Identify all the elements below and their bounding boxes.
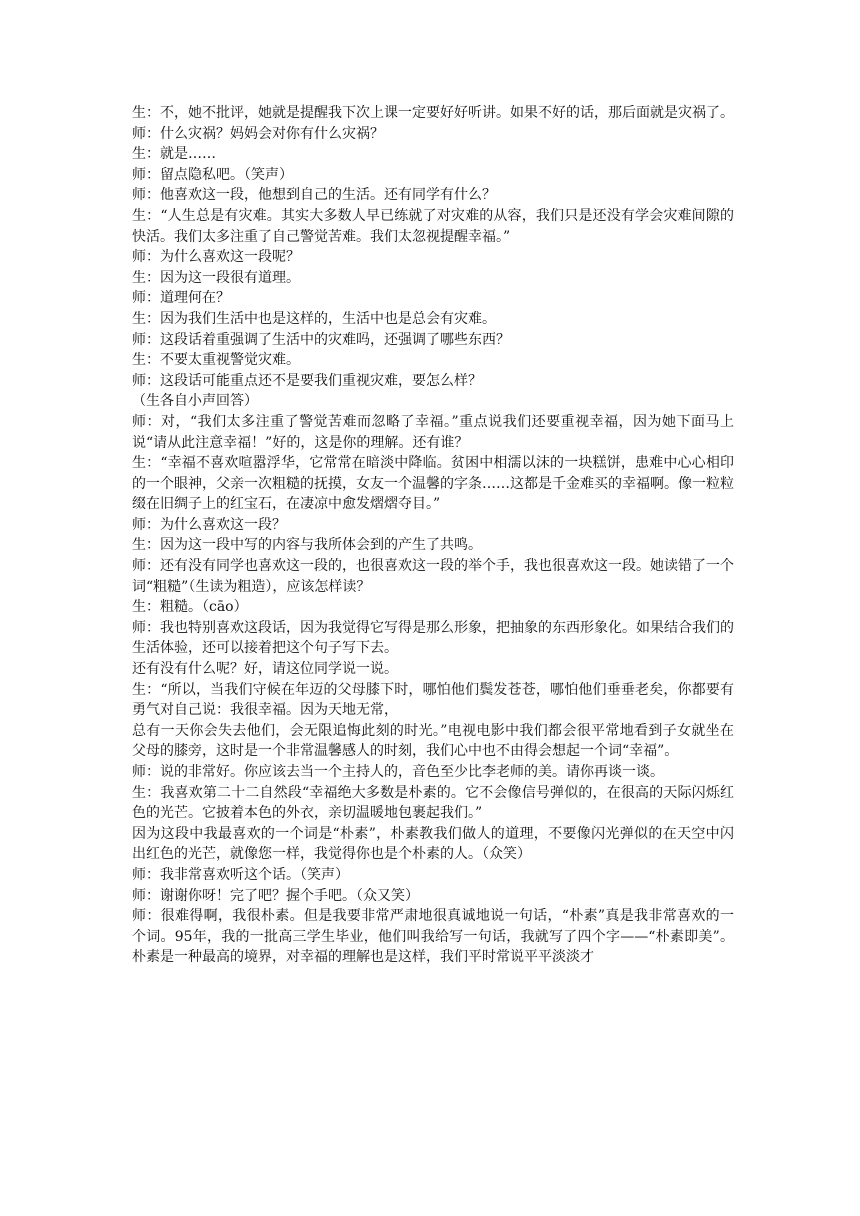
paragraph: 生：“幸福不喜欢喧嚣浮华，它常常在暗淡中降临。贫困中相濡以沫的一块糕饼，患难中心心相印的一个眼神，父亲一次粗糙的抚摸，女友一个温馨的字条……这都是千金难买的幸福啊。像一粒粒缀在旧绸子上的红宝石，在凄凉中愈发熠熠夺目。” [132,455,734,513]
paragraph: 生：“人生总是有灾难。其实大多数人早已练就了对灾难的从容，我们只是还没有学会灾难间隙的快活。我们太多注重了自己警觉苦难。我们太忽视提醒幸福。” [132,207,734,245]
paragraph: 师：这段话可能重点还不是要我们重视灾难，要怎么样？ [132,372,482,389]
paragraph: 生：就是…… [132,146,216,163]
paragraph: 因为这段中我最喜欢的一个词是“朴素”，朴素教我们做人的道理，不要像闪光弹似的在天空中闪出红色的光芒，就像您一样，我觉得你也是个朴素的人。（众笑） [132,825,734,863]
paragraph: 师：他喜欢这一段，他想到自己的生活。还有同学有什么？ [132,187,496,204]
paragraph: （生各自小声回答） [132,393,258,410]
paragraph: 师：为什么喜欢这一段呢？ [132,249,300,266]
paragraph: 师：什么灾祸？妈妈会对你有什么灾祸？ [132,125,384,142]
paragraph: 师：对，“我们太多注重了警觉苦难而忽略了幸福。”重点说我们还要重视幸福，因为她下面马上说“请从此注意幸福！”好的，这是你的理解。还有谁？ [132,413,734,451]
paragraph: 生：因为这一段中写的内容与我所体会到的产生了共鸣。 [132,537,482,554]
paragraph: 师：留点隐私吧。（笑声） [132,166,293,183]
document-body [132,103,734,968]
paragraph: 总有一天你会失去他们，会无限追悔此刻的时光。”电视电影中我们都会很平常地看到子女就坐在父母的膝旁，这时是一个非常温馨感人的时刻，我们心中也不由得会想起一个词“幸福”。 [132,722,734,760]
paragraph: 师：说的非常好。你应该去当一个主持人的，音色至少比李老师的美。请你再谈一谈。 [132,764,664,780]
paragraph: 师：谢谢你呀！完了吧？握个手吧。（众又笑） [132,887,419,904]
paragraph: 还有没有什么呢？好，请这位同学说一说。 [132,661,398,678]
paragraph: 师：我也特别喜欢这段话，因为我觉得它写得是那么形象，把抽象的东西形象化。如果结合我们的生活体验，还可以接着把这个句子写下去。 [132,619,734,657]
paragraph: 师：道理何在？ [132,290,230,307]
paragraph: 生：不要太重视警觉灾难。 [132,352,300,369]
paragraph: 生：不，她不批评，她就是提醒我下次上课一定要好好听讲。如果不好的话，那后面就是灾祸了。 [132,105,734,121]
paragraph: 师：这段话着重强调了生活中的灾难吗，还强调了哪些东西？ [132,331,510,348]
paragraph: 师：为什么喜欢这一段？ [132,516,286,533]
paragraph: 师：很难得啊，我很朴素。但是我要非常严肃地很真诚地说一句话，“朴素”真是我非常喜欢的一个词。95年，我的一批高三学生毕业，他们叫我给写一句话，我就写了四个字——“朴素即美”。朴素是一种最高的境界，对幸福的理解也是这样，我们平时常说平平淡淡才 [132,908,734,966]
paragraph: 生：我喜欢第二十二自然段“幸福绝大多数是朴素的。它不会像信号弹似的，在很高的天际闪烁红色的光芒。它披着本色的外衣，亲切温暖地包裹起我们。” [132,784,734,822]
paragraph: 生：“所以，当我们守候在年迈的父母膝下时，哪怕他们鬓发苍苍，哪怕他们垂垂老矣，你都要有勇气对自己说：我很幸福。因为天地无常， [132,681,734,719]
paragraph: 生：粗糙。（cāo） [132,599,248,616]
paragraph: 生：因为我们生活中也是这样的，生活中也是总会有灾难。 [132,310,496,327]
paragraph: 师：我非常喜欢听这个话。（笑声） [132,866,349,883]
paragraph: 生：因为这一段很有道理。 [132,269,300,286]
paragraph: 师：还有没有同学也喜欢这一段的，也很喜欢这一段的举个手，我也很喜欢这一段。她读错了一个词“粗糙”（生读为粗造），应该怎样读？ [132,558,734,595]
